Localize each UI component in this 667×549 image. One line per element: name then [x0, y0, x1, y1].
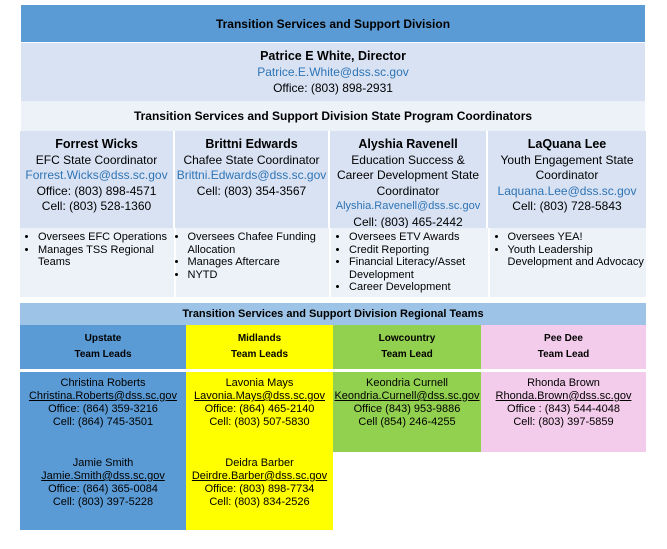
director-office: Office: (803) 898-2931	[273, 81, 393, 95]
coordinator-email[interactable]: Forrest.Wicks@dss.sc.gov	[25, 168, 168, 182]
coordinators-row	[20, 131, 646, 228]
list-item: • Oversees ETV Awards	[349, 231, 487, 244]
leads-row-1	[20, 372, 646, 452]
list-item: • Manages TSS Regional Teams	[38, 244, 174, 269]
coordinator-email[interactable]: Alyshia.Ravenell@dss.sc.gov	[335, 200, 481, 212]
director-block	[20, 43, 646, 101]
coordinator-email[interactable]: Brittni.Edwards@dss.sc.gov	[176, 168, 327, 182]
list-item: • Financial Literacy/Asset Development	[349, 256, 487, 281]
team-lead-card: Lavonia Mays Lavonia.Mays@dss.sc.gov Office: (864) 465-2140 Cell: (803) 507-5830	[186, 372, 333, 452]
coordinator-email[interactable]: Laquana.Lee@dss.sc.gov	[497, 183, 637, 198]
duties-list	[176, 228, 332, 297]
coordinator-card: LaQuana Lee Youth Engagement State Coordinator Laquana.Lee@dss.sc.gov Cell: (803) 728-5843	[488, 131, 646, 228]
empty-cell	[333, 452, 646, 530]
coordinator-card: Brittni Edwards Chafee State Coordinator Brittni.Edwards@dss.sc.gov Cell: (803) 354-3567	[175, 131, 330, 228]
team-header-lowcountry: Lowcountry Team Lead	[333, 325, 481, 369]
duties-list	[331, 228, 489, 297]
list-item: • Oversees Chafee Funding Allocation	[188, 231, 330, 256]
coordinator-card: Forrest Wicks EFC State Coordinator Forrest.Wicks@dss.sc.gov Office: (803) 898-4571 Cell: (803) 528-1360	[20, 131, 175, 228]
list-item: • Oversees EFC Operations	[38, 231, 174, 244]
director-name: Patrice E White, Director	[260, 49, 406, 63]
regional-title: Transition Services and Support Division Regional Teams	[20, 303, 646, 325]
team-lead-card: Deidra Barber Deirdre.Barber@dss.sc.gov Office: (803) 898-7734 Cell: (803) 834-2526	[186, 452, 333, 530]
lead-email[interactable]: Deirdre.Barber@dss.sc.gov	[191, 470, 328, 482]
lead-email[interactable]: Christina.Roberts@dss.sc.gov	[28, 390, 178, 402]
team-header-pee-dee: Pee Dee Team Lead	[481, 325, 646, 369]
lead-email[interactable]: Lavonia.Mays@dss.sc.gov	[193, 390, 325, 402]
director-email[interactable]: Patrice.E.White@dss.sc.gov	[257, 65, 409, 79]
list-item: • Youth Leadership Development and Advocacy	[508, 244, 646, 269]
team-header-midlands: Midlands Team Leads	[186, 325, 333, 369]
duties-list	[490, 228, 646, 297]
duties-list	[20, 228, 176, 297]
coordinator-card: Alyshia Ravenell Education Success & Career Development State Coordinator Alyshia.Ravenell@dss.sc.gov Cell: (803) 465-2442	[330, 131, 488, 228]
list-item: • Oversees YEA!	[508, 231, 646, 244]
list-item: • Manages Aftercare	[188, 256, 330, 269]
duties-row	[20, 228, 646, 297]
team-lead-card: Keondria Curnell Keondria.Curnell@dss.sc.gov Office (843) 953-9886 Cell (854) 246-4255	[333, 372, 481, 452]
division-title: Transition Services and Support Division	[20, 4, 646, 43]
team-header-upstate: Upstate Team Leads	[20, 325, 186, 369]
team-lead-card: Jamie Smith Jamie.Smith@dss.sc.gov Office: (864) 365-0084 Cell: (803) 397-5228	[20, 452, 186, 530]
teams-row	[20, 325, 646, 369]
lead-email[interactable]: Keondria.Curnell@dss.sc.gov	[334, 390, 480, 402]
lead-email[interactable]: Rhonda.Brown@dss.sc.gov	[495, 390, 632, 402]
coordinators-title: Transition Services and Support Division State Program Coordinators	[20, 101, 646, 131]
list-item: • NYTD	[188, 269, 330, 282]
lead-email[interactable]: Jamie.Smith@dss.sc.gov	[41, 470, 165, 482]
team-lead-card: Christina Roberts Christina.Roberts@dss.sc.gov Office: (864) 359-3216 Cell: (864) 745-3501	[20, 372, 186, 452]
team-lead-card: Rhonda Brown Rhonda.Brown@dss.sc.gov Office : (843) 544-4048 Cell: (803) 397-5859	[481, 372, 646, 452]
leads-row-2	[20, 452, 646, 530]
org-chart	[20, 4, 646, 530]
list-item: • Credit Reporting	[349, 244, 487, 257]
list-item: • Career Development	[349, 281, 487, 294]
